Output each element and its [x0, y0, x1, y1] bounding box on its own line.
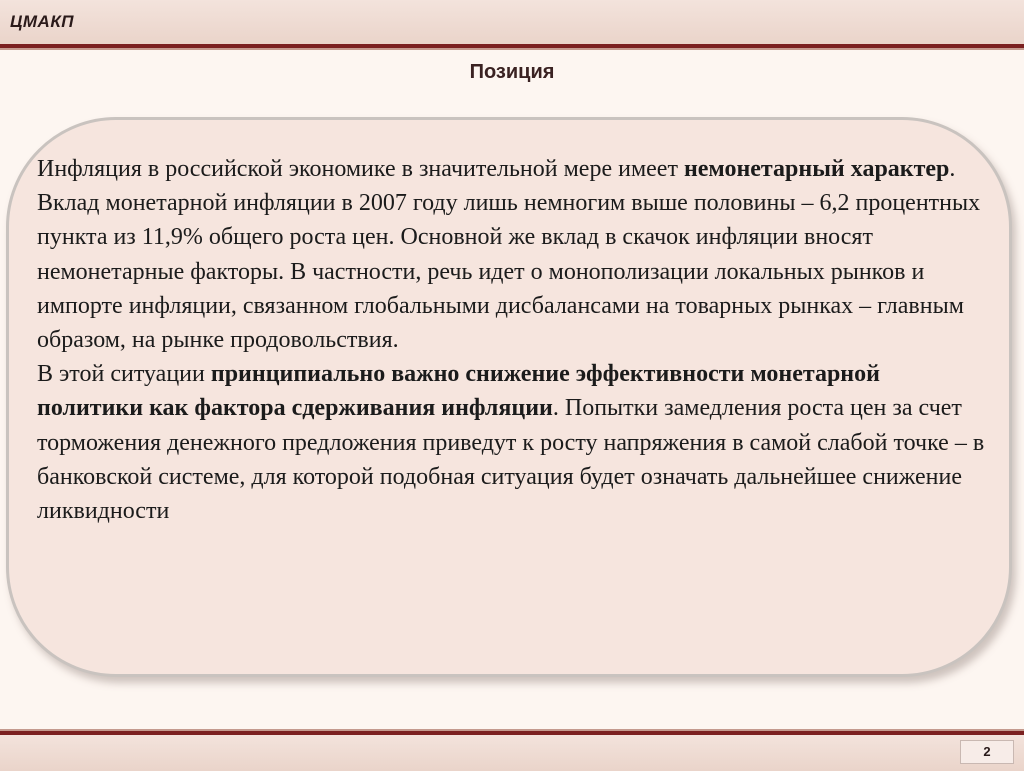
header-bar: [0, 0, 1024, 48]
logo-text: ЦМАКП: [10, 12, 75, 31]
paragraph-1: [37, 152, 987, 186]
p3-end: . Попытки замедления роста цен за счет торможения денежного предложения приведут к росту напряжения в самой слабой точке – в банковской системе, для которой подобная ситуация будет означать дальнейшее снижение ликвидности: [37, 395, 985, 525]
page-number: 2: [960, 740, 1014, 764]
p1-bold-text: немонетарный характер: [683, 156, 950, 182]
footer-bar: [0, 731, 1024, 771]
p3-bold-text: принципиально важно снижение эффективности монетарной политики как фактора сдерживания инфляции: [37, 361, 880, 422]
p3-text: В этой ситуации: [37, 361, 205, 388]
p1-end: .: [949, 156, 956, 182]
paragraph-3: [37, 357, 987, 528]
slide-title: Позиция: [469, 61, 555, 83]
paragraph-2: Вклад монетарной инфляции в 2007 году лишь немногим выше половины – 6,2 процентных пункта из 11,9% общего роста цен. Основной же вклад в скачок инфляции вносят немонетарные факторы. В частности, речь идет о монополизации локальных рынков и импорте инфляции, связанном глобальными дисбалансами на товарных рынках – главным образом, на рынке продовольствия.: [37, 190, 981, 354]
p1-text: Инфляция в российской экономике в значительной мере имеет: [37, 156, 678, 182]
body-text: [37, 152, 987, 528]
